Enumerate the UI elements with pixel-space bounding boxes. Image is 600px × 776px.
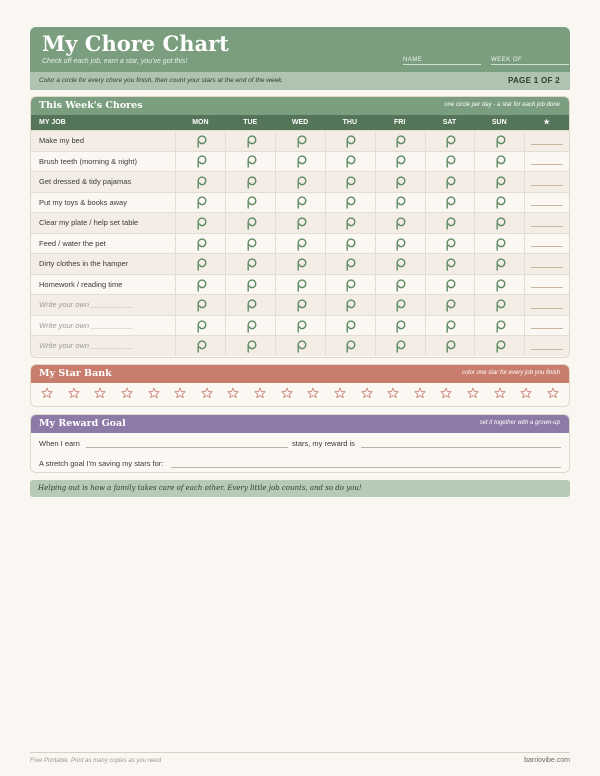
day-circle-icon[interactable] bbox=[275, 131, 325, 151]
day-circle-icon[interactable] bbox=[275, 275, 325, 295]
chore-row bbox=[31, 335, 569, 356]
day-circle-icon[interactable] bbox=[175, 131, 225, 151]
star-bank-card bbox=[30, 364, 570, 407]
reward-note: set it together with a grown-up bbox=[479, 420, 560, 426]
day-circle-icon[interactable] bbox=[425, 213, 475, 233]
column-header: WED bbox=[291, 119, 309, 126]
day-circle-icon[interactable] bbox=[225, 213, 275, 233]
reward-title: My Reward Goal bbox=[39, 418, 126, 429]
star-total-line[interactable] bbox=[524, 316, 569, 336]
chore-row bbox=[31, 151, 569, 172]
page-title: My Chore Chart bbox=[42, 31, 229, 56]
chore-row bbox=[31, 212, 569, 233]
day-circle-icon[interactable] bbox=[275, 336, 325, 356]
day-circle-icon[interactable] bbox=[425, 295, 475, 315]
chore-label[interactable]: Write your own __________ bbox=[39, 320, 133, 330]
instructions-text: Color a circle for every chore you finish, then count your stars at the end of the week. bbox=[39, 77, 284, 84]
column-header: THU bbox=[342, 119, 358, 126]
day-circle-icon[interactable] bbox=[375, 172, 425, 192]
day-circle-icon[interactable] bbox=[225, 295, 275, 315]
day-circle-icon[interactable] bbox=[275, 234, 325, 254]
day-circle-icon[interactable] bbox=[175, 336, 225, 356]
day-circle-icon[interactable] bbox=[375, 336, 425, 356]
day-circle-icon[interactable] bbox=[375, 295, 425, 315]
star-icon[interactable] bbox=[361, 386, 373, 404]
star-total-line[interactable] bbox=[524, 295, 569, 315]
chore-label: Homework / reading time bbox=[39, 279, 123, 289]
day-circle-icon[interactable] bbox=[375, 193, 425, 213]
day-circle-icon[interactable] bbox=[375, 254, 425, 274]
day-circle-icon[interactable] bbox=[425, 234, 475, 254]
chore-row bbox=[31, 171, 569, 192]
header-banner bbox=[30, 27, 570, 72]
day-circle-icon[interactable] bbox=[325, 254, 375, 274]
day-circle-icon[interactable] bbox=[474, 336, 524, 356]
day-circle-icon[interactable] bbox=[325, 295, 375, 315]
day-circle-icon[interactable] bbox=[225, 254, 275, 274]
day-circle-icon[interactable] bbox=[425, 193, 475, 213]
day-circle-icon[interactable] bbox=[474, 213, 524, 233]
chores-title: This Week's Chores bbox=[39, 100, 143, 111]
footer-message: Helping out is how a family takes care of each other. Every little job counts, and so do you! bbox=[38, 484, 362, 492]
footer-left-text: Free Printable. Print as many copies as you need bbox=[30, 758, 162, 764]
star-icon[interactable] bbox=[227, 386, 239, 404]
chore-label: Make my bed bbox=[39, 136, 85, 145]
chores-rows bbox=[31, 130, 569, 356]
day-circle-icon[interactable] bbox=[175, 234, 225, 254]
day-circle-icon[interactable] bbox=[474, 295, 524, 315]
day-circle-icon[interactable] bbox=[225, 275, 275, 295]
column-header: FRI bbox=[394, 119, 406, 126]
day-circle-icon[interactable] bbox=[425, 152, 475, 172]
star-total-line[interactable] bbox=[524, 213, 569, 233]
star-icon[interactable] bbox=[121, 386, 133, 404]
day-circle-icon[interactable] bbox=[474, 316, 524, 336]
star-icon[interactable] bbox=[41, 386, 53, 404]
chore-row bbox=[31, 192, 569, 213]
page-number: PAGE 1 OF 2 bbox=[507, 76, 560, 85]
name-label: NAME bbox=[403, 57, 423, 63]
day-circle-icon[interactable] bbox=[225, 131, 275, 151]
star-icon[interactable] bbox=[414, 386, 426, 404]
chore-label[interactable]: Write your own __________ bbox=[39, 341, 133, 351]
day-circle-icon[interactable] bbox=[325, 336, 375, 356]
chore-row bbox=[31, 274, 569, 295]
day-circle-icon[interactable] bbox=[325, 275, 375, 295]
star-icon[interactable] bbox=[148, 386, 160, 404]
day-circle-icon[interactable] bbox=[375, 316, 425, 336]
star-total-line[interactable] bbox=[524, 131, 569, 151]
day-circle-icon[interactable] bbox=[425, 316, 475, 336]
star-icon[interactable] bbox=[307, 386, 319, 404]
day-circle-icon[interactable] bbox=[225, 172, 275, 192]
day-circle-icon[interactable] bbox=[225, 234, 275, 254]
day-circle-icon[interactable] bbox=[325, 131, 375, 151]
day-circle-icon[interactable] bbox=[474, 131, 524, 151]
day-circle-icon[interactable] bbox=[275, 213, 325, 233]
day-circle-icon[interactable] bbox=[275, 172, 325, 192]
star-icon[interactable] bbox=[281, 386, 293, 404]
day-circle-icon[interactable] bbox=[375, 234, 425, 254]
star-icon[interactable] bbox=[94, 386, 106, 404]
stars-count-line[interactable] bbox=[86, 438, 288, 448]
day-circle-icon[interactable] bbox=[175, 172, 225, 192]
column-header: SUN bbox=[491, 119, 507, 126]
chore-label: Feed / water the pet bbox=[39, 238, 106, 248]
day-circle-icon[interactable] bbox=[225, 316, 275, 336]
day-circle-icon[interactable] bbox=[225, 152, 275, 172]
chore-row bbox=[31, 233, 569, 254]
star-icon[interactable] bbox=[467, 386, 479, 404]
chore-row bbox=[31, 315, 569, 336]
day-circle-icon[interactable] bbox=[275, 295, 325, 315]
star-bank-title: My Star Bank bbox=[39, 368, 112, 379]
day-circle-icon[interactable] bbox=[474, 152, 524, 172]
star-icon[interactable] bbox=[68, 386, 80, 404]
day-circle-icon[interactable] bbox=[474, 172, 524, 192]
day-circle-icon[interactable] bbox=[325, 316, 375, 336]
day-circle-icon[interactable] bbox=[325, 172, 375, 192]
day-circle-icon[interactable] bbox=[474, 254, 524, 274]
chores-header bbox=[31, 97, 569, 115]
star-icon[interactable] bbox=[440, 386, 452, 404]
chore-row bbox=[31, 130, 569, 151]
day-circle-icon[interactable] bbox=[325, 152, 375, 172]
star-icon[interactable] bbox=[201, 386, 213, 404]
day-circle-icon[interactable] bbox=[425, 131, 475, 151]
star-icon[interactable] bbox=[494, 386, 506, 404]
reward-header bbox=[31, 415, 569, 433]
week-of-field[interactable] bbox=[491, 48, 569, 65]
day-circle-icon[interactable] bbox=[325, 213, 375, 233]
day-circle-icon[interactable] bbox=[175, 193, 225, 213]
day-circle-icon[interactable] bbox=[375, 152, 425, 172]
day-circle-icon[interactable] bbox=[425, 172, 475, 192]
day-circle-icon[interactable] bbox=[375, 213, 425, 233]
day-circle-icon[interactable] bbox=[275, 254, 325, 274]
day-circle-icon[interactable] bbox=[225, 336, 275, 356]
star-total-line[interactable] bbox=[524, 275, 569, 295]
day-circle-icon[interactable] bbox=[175, 316, 225, 336]
day-circle-icon[interactable] bbox=[375, 275, 425, 295]
footer-site: barriovibe.com bbox=[524, 757, 570, 764]
chore-label: Brush teeth (morning & night) bbox=[39, 156, 137, 166]
instructions-bar bbox=[30, 72, 570, 90]
day-circle-icon[interactable] bbox=[175, 275, 225, 295]
chores-column-headers bbox=[31, 115, 569, 130]
day-circle-icon[interactable] bbox=[425, 336, 475, 356]
star-bank-header bbox=[31, 365, 569, 383]
star-bank-note: color one star for every job you finish bbox=[461, 370, 560, 376]
chores-note: one circle per day - a star for each job done bbox=[444, 102, 560, 108]
stars-reward-label: stars, my reward is bbox=[292, 439, 355, 448]
day-circle-icon[interactable] bbox=[474, 275, 524, 295]
day-circle-icon[interactable] bbox=[275, 316, 325, 336]
star-icon[interactable] bbox=[520, 386, 532, 404]
page-footer bbox=[30, 752, 570, 764]
day-circle-icon[interactable] bbox=[474, 193, 524, 213]
day-circle-icon[interactable] bbox=[325, 234, 375, 254]
day-circle-icon[interactable] bbox=[175, 213, 225, 233]
day-circle-icon[interactable] bbox=[175, 295, 225, 315]
column-header: TUE bbox=[243, 119, 258, 126]
star-icon[interactable] bbox=[547, 386, 559, 404]
day-circle-icon[interactable] bbox=[474, 234, 524, 254]
column-header: SAT bbox=[442, 119, 457, 126]
day-circle-icon[interactable] bbox=[225, 193, 275, 213]
reward-line[interactable] bbox=[361, 438, 561, 448]
stretch-goal-line[interactable] bbox=[171, 458, 561, 468]
chore-row bbox=[31, 253, 569, 274]
star-total-line[interactable] bbox=[524, 152, 569, 172]
footer-message-bar bbox=[30, 480, 570, 497]
star-bank-stars bbox=[31, 383, 569, 407]
chore-row bbox=[31, 294, 569, 315]
stretch-goal-label: A stretch goal I'm saving my stars for: bbox=[39, 459, 164, 468]
chores-card bbox=[30, 96, 570, 358]
chore-label: Get dressed & tidy pajamas bbox=[39, 177, 132, 187]
day-circle-icon[interactable] bbox=[325, 193, 375, 213]
star-icon[interactable] bbox=[387, 386, 399, 404]
page-subtitle: Check off each job, earn a star, you've got this! bbox=[42, 58, 188, 65]
star-icon[interactable] bbox=[174, 386, 186, 404]
day-circle-icon[interactable] bbox=[275, 193, 325, 213]
column-header: MON bbox=[192, 119, 209, 126]
star-icon[interactable] bbox=[334, 386, 346, 404]
reward-card bbox=[30, 414, 570, 473]
name-field[interactable] bbox=[403, 48, 481, 65]
day-circle-icon[interactable] bbox=[375, 131, 425, 151]
chore-label[interactable]: Write your own __________ bbox=[39, 300, 133, 310]
star-total-line[interactable] bbox=[524, 234, 569, 254]
star-total-line[interactable] bbox=[524, 254, 569, 274]
day-circle-icon[interactable] bbox=[275, 152, 325, 172]
star-total-line[interactable] bbox=[524, 172, 569, 192]
chore-label: Dirty clothes in the hamper bbox=[39, 259, 129, 269]
chore-label: Put my toys & books away bbox=[39, 197, 127, 207]
chore-label: Clear my plate / help set table bbox=[39, 218, 139, 228]
column-header: ★ bbox=[543, 119, 550, 126]
when-i-earn-label: When I earn bbox=[39, 439, 80, 448]
star-total-line[interactable] bbox=[524, 336, 569, 356]
week-of-label: WEEK OF bbox=[491, 57, 523, 63]
column-header: MY JOB bbox=[39, 119, 66, 126]
day-circle-icon[interactable] bbox=[175, 254, 225, 274]
star-icon[interactable] bbox=[254, 386, 266, 404]
day-circle-icon[interactable] bbox=[425, 254, 475, 274]
star-total-line[interactable] bbox=[524, 193, 569, 213]
day-circle-icon[interactable] bbox=[425, 275, 475, 295]
day-circle-icon[interactable] bbox=[175, 152, 225, 172]
